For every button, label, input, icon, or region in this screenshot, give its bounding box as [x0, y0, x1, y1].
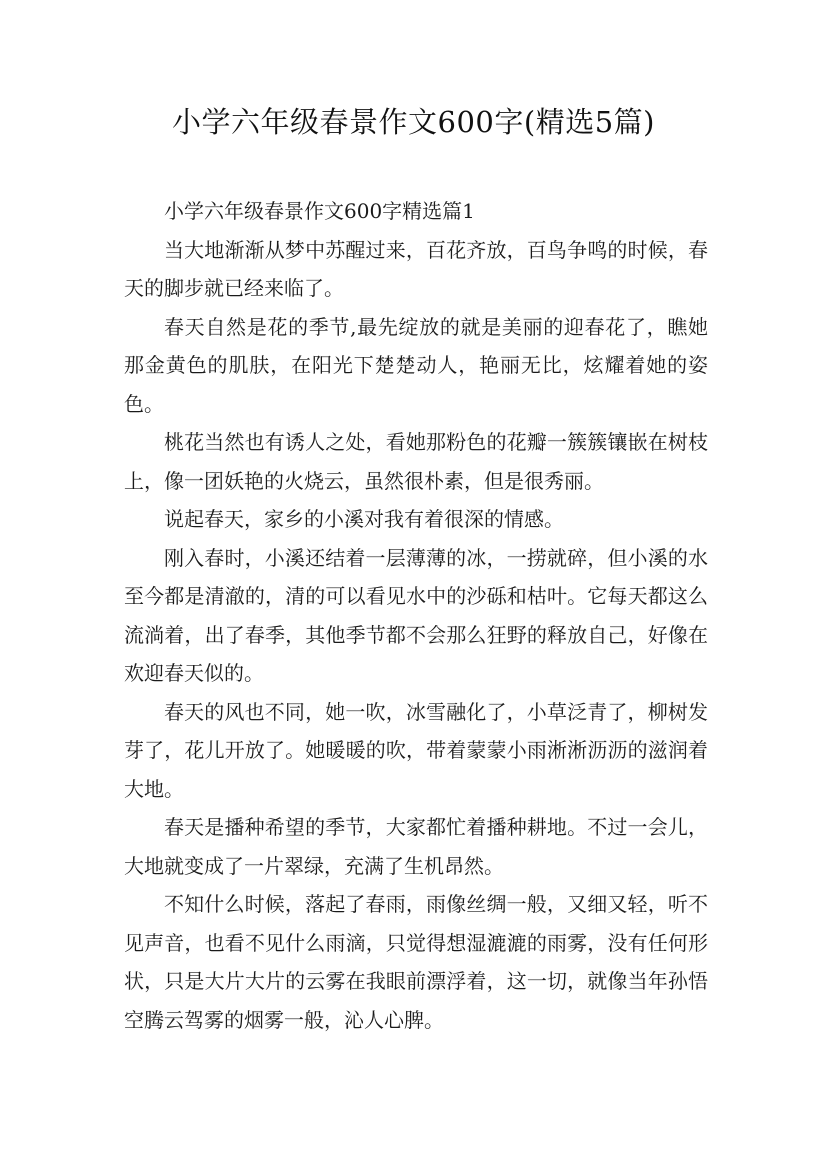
paragraph: 春天是播种希望的季节，大家都忙着播种耕地。不过一会儿，大地就变成了一片翠绿，充满了生机昂然。	[124, 815, 708, 878]
paragraph: 当大地渐渐从梦中苏醒过来，百花齐放，百鸟争鸣的时候，春天的脚步就已经来临了。	[124, 237, 708, 300]
article-body	[124, 192, 708, 1039]
page-title: 小学六年级春景作文600字(精选5篇)	[172, 105, 655, 139]
paragraph: 刚入春时，小溪还结着一层薄薄的冰，一捞就碎，但小溪的水至今都是清澈的，清的可以看见水中的沙砾和枯叶。它每天都这么流淌着，出了春季，其他季节都不会那么狂野的释放自己，好像在欢迎春天似的。	[124, 545, 708, 685]
section-heading: 小学六年级春景作文600字精选篇1	[164, 199, 475, 223]
paragraph: 不知什么时候，落起了春雨，雨像丝绸一般，又细又轻，听不见声音，也看不见什么雨滴，只觉得想湿漉漉的雨雾，没有任何形状，只是大片大片的云雾在我眼前漂浮着，这一切，就像当年孙悟空腾云驾雾的烟雾一般，沁人心脾。	[124, 892, 708, 1032]
paragraph: 说起春天，家乡的小溪对我有着很深的情感。	[164, 507, 564, 531]
paragraph: 春天自然是花的季节,最先绽放的就是美丽的迎春花了，瞧她那金黄色的肌肤，在阳光下楚楚动人，艳丽无比，炫耀着她的姿色。	[124, 314, 708, 416]
paragraph: 春天的风也不同，她一吹，冰雪融化了，小草泛青了，柳树发芽了，花儿开放了。她暖暖的吹，带着蒙蒙小雨淅淅沥沥的滋润着大地。	[124, 699, 708, 801]
paragraph: 桃花当然也有诱人之处，看她那粉色的花瓣一簇簇镶嵌在树枝上，像一团妖艳的火烧云，虽然很朴素，但是很秀丽。	[124, 430, 708, 493]
